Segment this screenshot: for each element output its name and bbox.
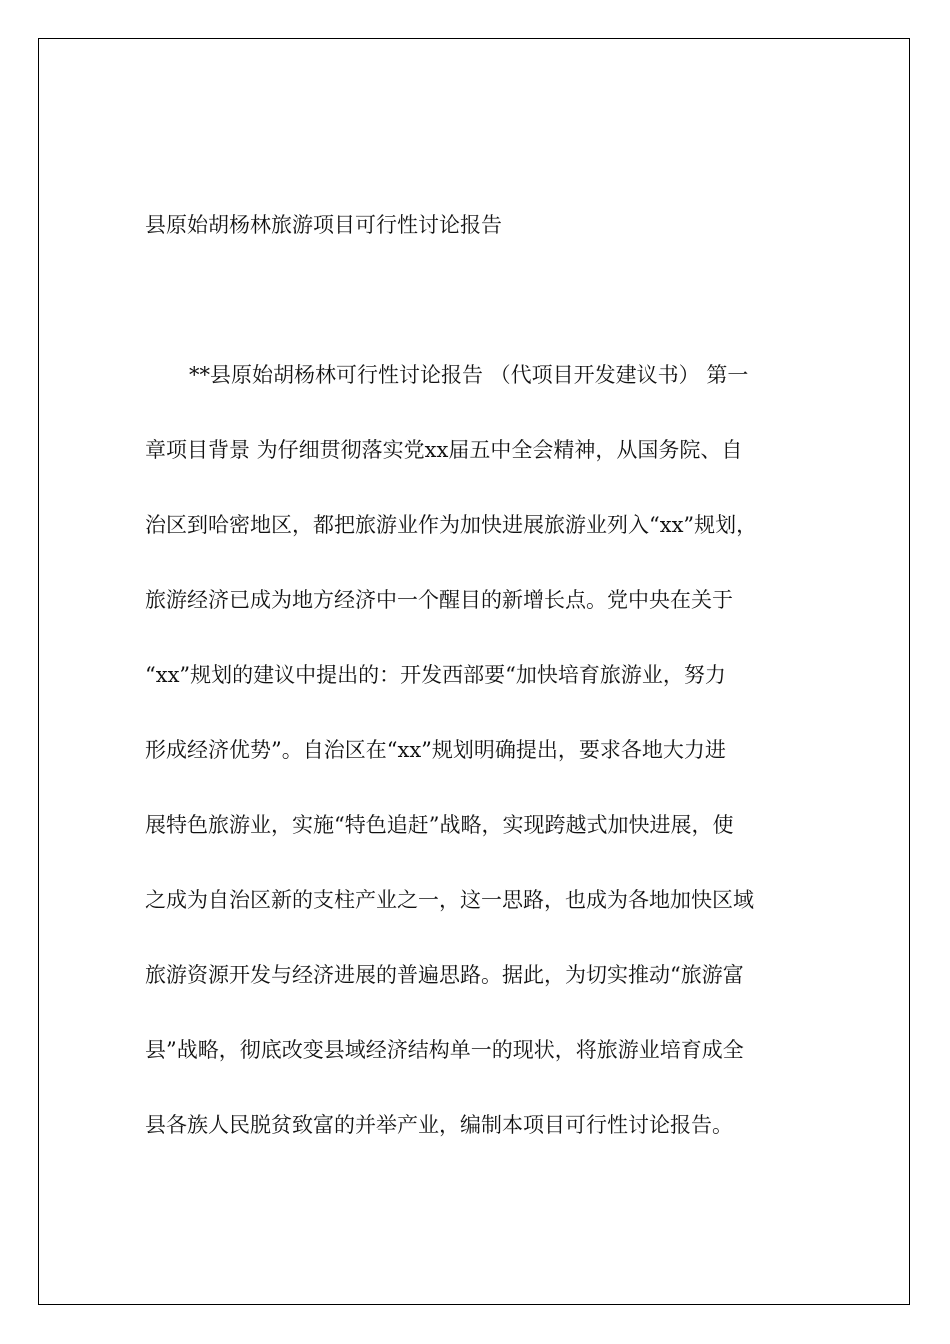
document-title: 县原始胡杨林旅游项目可行性讨论报告 (145, 213, 502, 237)
body-line: 章项目背景 为仔细贯彻落实党xx届五中全会精神，从国务院、自 (145, 438, 743, 462)
body-line: 旅游资源开发与经济进展的普遍思路。据此，为切实推动“旅游富 (145, 963, 744, 987)
body-line: **县原始胡杨林可行性讨论报告 （代项目开发建议书） 第一 (189, 363, 749, 387)
body-line: 县”战略，彻底改变县域经济结构单一的现状，将旅游业培育成全 (145, 1038, 744, 1062)
body-line: 县各族人民脱贫致富的并举产业，编制本项目可行性讨论报告。 (145, 1113, 733, 1137)
body-line: 形成经济优势”。自治区在“xx”规划明确提出，要求各地大力进 (145, 738, 726, 762)
body-line: 展特色旅游业，实施“特色追赶”战略，实现跨越式加快进展，使 (145, 813, 734, 837)
document-body (145, 360, 815, 1185)
body-line: 之成为自治区新的支柱产业之一，这一思路，也成为各地加快区域 (145, 888, 754, 912)
body-line: 治区到哈密地区，都把旅游业作为加快进展旅游业列入“xx”规划， (145, 513, 758, 537)
body-line: “xx”规划的建议中提出的：开发西部要“加快培育旅游业，努力 (145, 663, 726, 687)
body-line: 旅游经济已成为地方经济中一个醒目的新增长点。党中央在关于 (145, 588, 733, 612)
